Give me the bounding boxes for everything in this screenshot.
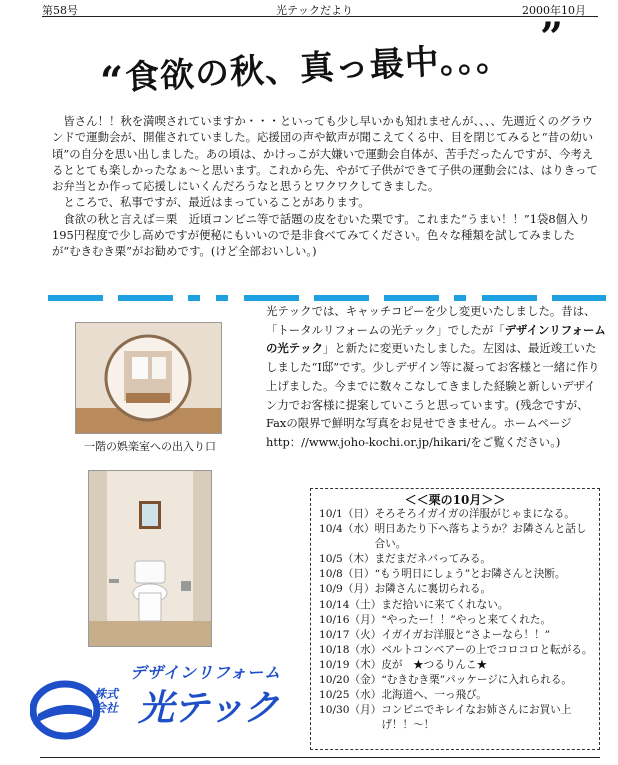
- intro-paragraph: 食欲の秋と言えば＝栗 近頃コンビニ等で話題の皮をむいた栗です。これまた“うまい！！”1袋8個入り195円程度で少し高めですが便秘にもいいので是非食べてみてください。色々な種類を試してみましたが“むきむき栗”がお勧めです。(けど全部おいしい。): [52, 211, 590, 259]
- article-paragraph: 光テックでは、キャッチコピーを少し変更いたしました。昔は、「トータルリフォームの光テック」でしたが「デザインリフォームの光テック」と新たに変更いたしました。左図は、最近竣工いたしました“I邸”です。少しデザイン等に凝ってお客様と一緒に作り上げました。今までに数々こなしてきました経験と新しいデザイン力でお客様に提案していこうと思っています。(残念ですが、Faxの限界で鮮明な写真をお見せできません。ホームページhttp：//www.joho-kochi.or.jp/hikari/をご覧ください。): [266, 304, 606, 449]
- section-divider: [48, 295, 606, 301]
- intro-text: [52, 113, 600, 260]
- playroom-entrance-photo: [75, 322, 222, 434]
- new-catchcopy: デザインリフォームの光テック: [266, 322, 606, 356]
- logo-tagline: デザインリフォーム: [130, 663, 282, 682]
- calendar-entry: 10/14（土） まだ拾いに来てくれない。: [319, 598, 509, 611]
- calendar-entry: 10/4（水） 明日あたり下へ落ちようか？お隣さんと話し合い。: [319, 523, 587, 551]
- intro-paragraph: ところで、私事ですが、最近はまっていることがあります。: [63, 195, 370, 210]
- company-logo: [30, 660, 305, 745]
- headline: [94, 30, 512, 101]
- divider-dash: [216, 295, 228, 301]
- divider-dash: [118, 295, 173, 301]
- logo-mark-icon: [30, 680, 100, 740]
- header-rule: [42, 16, 598, 17]
- logo-kabushiki-kaisha: 株式 会社: [94, 687, 119, 715]
- calendar-entry: 10/16（月） “やったー！！”やっと来てくれた。: [319, 613, 552, 626]
- calendar-entry: 10/5（木） まだまだネバってみる。: [319, 553, 492, 566]
- calendar-entry: 10/8（日） “もう明日にしょう”とお隣さんと決断。: [319, 568, 566, 581]
- divider-dash: [482, 295, 537, 301]
- intro-paragraph: 皆さん！！秋を満喫されていますか・・・といっても少し早いかも知れませんが、、、、先週近くのグラウンドで運動会が、開催されていました。応援団の声や歓声が聞こえてくる中、目を閉じてみると“昔の幼い頃”の自分を思い出しました。あの頃は、かけっこが大嫌いで運動会自体が、苦手だったんですが、今考えるととても楽しかったなぁ～と思います。これから先、やがて子供ができて子供の運動会には、はりきってお弁当とか作って応援しにいくんだろうなと思うとワクワクしてきました。: [52, 114, 598, 194]
- footer-rule: [40, 757, 600, 758]
- divider-dash: [384, 295, 439, 301]
- headline-text: 食欲の秋、真っ最中。。。: [124, 38, 512, 99]
- toilet-room-photo: [88, 470, 212, 647]
- logo-company-name: 光テック: [138, 688, 279, 729]
- newsletter-title: 光テックだより: [276, 4, 353, 17]
- calendar-entry: 10/18（水） ベルトコンベアーの上でコロコロと転がる。: [319, 643, 593, 656]
- divider-dash: [552, 295, 606, 301]
- calendar-title: ＜＜栗の10月＞＞: [404, 493, 506, 507]
- calendar-entry: 10/1（日） そろそろイガイガの洋服がじゃまになる。: [319, 508, 575, 520]
- calendar-entry: 10/17（火） イガイガお洋服と“さよーなら！！”: [319, 628, 551, 641]
- headline-open-quote: “: [100, 58, 124, 105]
- divider-dash: [188, 295, 200, 301]
- divider-dash: [244, 295, 299, 301]
- chestnut-calendar-box: [310, 488, 600, 750]
- issue-number: 第58号: [42, 4, 78, 17]
- divider-dash: [314, 295, 369, 301]
- headline-close-quote: ”: [540, 14, 564, 61]
- calendar-entry: 10/20（金） “むきむき栗”パッケージに入れられる。: [319, 674, 573, 687]
- calendar-entry: 10/30（月） コンビニでキレイなお姉さんにお買い上げ！！～！: [319, 704, 572, 732]
- catchcopy-article: [266, 302, 606, 452]
- calendar-entry: 10/9（月） お隣さんに裏切られる。: [319, 583, 492, 596]
- calendar-entry: 10/19（木） 皮が ★つるりんこ★: [319, 658, 488, 671]
- calendar-entry: 10/25（水） 北海道へ、一っ飛び。: [319, 689, 487, 702]
- calendar-list: [319, 507, 595, 733]
- divider-dash: [454, 295, 466, 301]
- photo1-caption: 一階の娯楽室への出入り口: [84, 440, 216, 453]
- divider-dash: [48, 295, 103, 301]
- issue-date: 2000年10月: [522, 4, 586, 17]
